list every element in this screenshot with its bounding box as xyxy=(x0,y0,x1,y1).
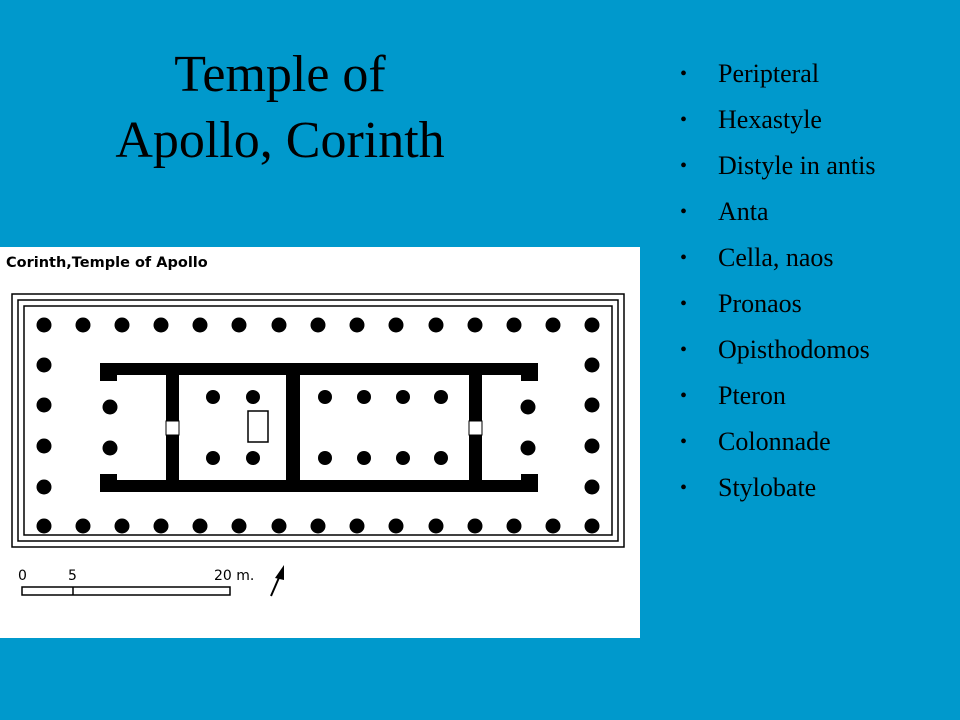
list-item xyxy=(680,101,955,139)
list-item-text: Peripteral xyxy=(718,59,820,88)
temple-plan-figure xyxy=(0,247,640,638)
anta-nw xyxy=(100,363,117,381)
column xyxy=(115,519,130,534)
door-opisthodomos xyxy=(469,421,482,435)
column xyxy=(585,480,600,495)
list-item xyxy=(680,239,955,277)
list-item xyxy=(680,285,955,323)
column xyxy=(585,358,600,373)
column xyxy=(311,318,326,333)
column xyxy=(396,451,410,465)
column xyxy=(76,318,91,333)
column xyxy=(357,451,371,465)
column xyxy=(350,519,365,534)
bullet-icon: • xyxy=(680,63,688,85)
column xyxy=(193,318,208,333)
column xyxy=(585,439,600,454)
list-item-text: Stylobate xyxy=(718,473,817,502)
list-item-text: Pronaos xyxy=(718,289,802,318)
column xyxy=(37,519,52,534)
column xyxy=(37,318,52,333)
column xyxy=(206,451,220,465)
column xyxy=(318,390,332,404)
column xyxy=(396,390,410,404)
column xyxy=(37,480,52,495)
column xyxy=(246,390,260,404)
scale-bar xyxy=(18,568,254,595)
door-pronaos xyxy=(166,421,179,435)
bullet-icon: • xyxy=(680,201,688,223)
column xyxy=(468,318,483,333)
column xyxy=(37,358,52,373)
scale-label-20: 20 m. xyxy=(214,568,255,584)
opisthodomos-wall-lower xyxy=(469,435,482,492)
platform-middle-outline xyxy=(18,300,618,541)
column xyxy=(521,441,536,456)
list-item xyxy=(680,147,888,185)
column xyxy=(272,519,287,534)
slide-title xyxy=(60,42,500,174)
column xyxy=(585,318,600,333)
anta-se xyxy=(521,474,538,492)
list-item-text: Cella, naos xyxy=(718,243,834,272)
cult-statue-base xyxy=(248,411,268,442)
column xyxy=(350,318,365,333)
plan-caption: Corinth,Temple of Apollo xyxy=(6,255,208,271)
column xyxy=(429,519,444,534)
bullet-icon: • xyxy=(680,109,688,131)
column xyxy=(468,519,483,534)
title-line-2: Apollo, Corinth xyxy=(115,112,445,169)
stylobate-outline xyxy=(24,306,612,535)
pronaos-wall-lower xyxy=(166,435,179,492)
list-item-text: Colonnade xyxy=(718,427,831,456)
column xyxy=(311,519,326,534)
column xyxy=(546,519,561,534)
column xyxy=(103,441,118,456)
column xyxy=(37,398,52,413)
cella-partition-wall xyxy=(286,363,300,492)
list-item-text: Anta xyxy=(718,197,769,226)
list-item xyxy=(680,423,955,461)
list-item-text: Distyle in antis xyxy=(718,151,876,180)
column xyxy=(232,318,247,333)
peristyle-colonnade xyxy=(37,318,600,534)
bullet-icon: • xyxy=(680,477,688,499)
bullet-icon: • xyxy=(680,155,688,177)
bullet-icon: • xyxy=(680,293,688,315)
column xyxy=(585,398,600,413)
anta-sw xyxy=(100,474,117,492)
scale-label-0: 0 xyxy=(18,568,27,584)
scale-label-5: 5 xyxy=(68,568,77,584)
column xyxy=(272,318,287,333)
column xyxy=(507,318,522,333)
column xyxy=(154,318,169,333)
column xyxy=(357,390,371,404)
list-item-text: Opisthodomos xyxy=(718,335,870,364)
column xyxy=(76,519,91,534)
column xyxy=(154,519,169,534)
list-item xyxy=(680,377,955,415)
column xyxy=(434,451,448,465)
bullet-icon: • xyxy=(680,247,688,269)
column xyxy=(37,439,52,454)
anta-ne xyxy=(521,363,538,381)
title-line-1: Temple of xyxy=(174,46,386,103)
column xyxy=(546,318,561,333)
north-arrow-icon xyxy=(271,565,284,596)
bullet-icon: • xyxy=(680,385,688,407)
column xyxy=(232,519,247,534)
temple-plan-diagram xyxy=(0,247,640,638)
list-item-text: Hexastyle xyxy=(718,105,822,134)
interior-columns xyxy=(206,390,448,465)
scale-bar-rect xyxy=(22,587,230,595)
column xyxy=(434,390,448,404)
bullet-icon: • xyxy=(680,431,688,453)
column xyxy=(246,451,260,465)
column xyxy=(507,519,522,534)
column xyxy=(429,318,444,333)
list-item-text: Pteron xyxy=(718,381,786,410)
list-item xyxy=(680,331,955,369)
column xyxy=(521,400,536,415)
list-item xyxy=(680,55,955,93)
column xyxy=(389,318,404,333)
column xyxy=(389,519,404,534)
list-item xyxy=(680,193,955,231)
opisthodomos-wall-upper xyxy=(469,363,482,421)
list-item xyxy=(680,469,955,507)
bullet-icon: • xyxy=(680,339,688,361)
column xyxy=(585,519,600,534)
column xyxy=(193,519,208,534)
pronaos-wall-upper xyxy=(166,363,179,421)
term-list xyxy=(680,55,955,515)
column xyxy=(206,390,220,404)
column xyxy=(103,400,118,415)
column xyxy=(115,318,130,333)
column xyxy=(318,451,332,465)
